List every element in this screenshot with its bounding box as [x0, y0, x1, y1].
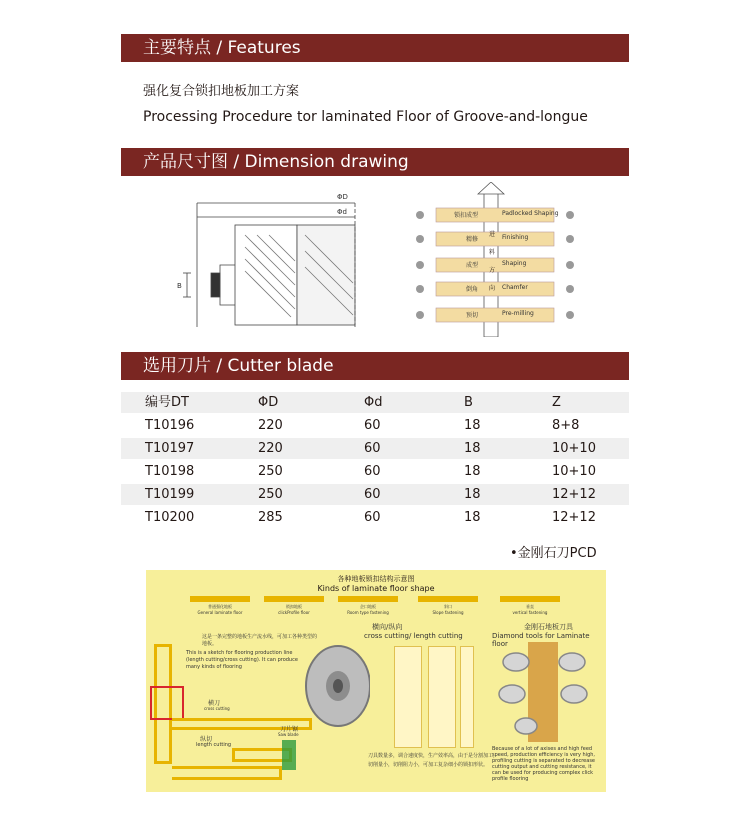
cell-d-inner: 60: [364, 418, 381, 433]
floor-type-1-cn: 普通强化地板: [208, 604, 232, 609]
table-header-row: [121, 392, 629, 413]
features-heading-bar: [121, 34, 629, 62]
cell-d-inner: 60: [364, 464, 381, 479]
flow-step-5-cn: 预切: [466, 312, 479, 319]
cell-dt: T10198: [145, 464, 195, 479]
floor-type-4-cn: 斜口: [444, 604, 452, 609]
cell-d-outer: 220: [258, 441, 283, 456]
saw-blade-label-cn: 刀片锯: [280, 726, 299, 733]
flow-arrow-char-3: 方: [488, 267, 495, 274]
flow-step-4-en: Chamfer: [502, 284, 528, 291]
cell-d-inner: 60: [364, 487, 381, 502]
floor-type-2-cn: 锁扣地板: [286, 604, 302, 609]
flow-arrow-char-4: 向: [488, 285, 495, 292]
col-header-z: Z: [552, 395, 561, 410]
floor-type-3-en: Room type fastening: [347, 610, 389, 615]
flow-step-1-cn: 锁扣成型: [454, 212, 479, 219]
right-title-en: Diamond tools for Laminate floor: [492, 632, 590, 648]
flow-step-3-en: Shaping: [502, 260, 527, 267]
flow-arrow-char-2: 料: [488, 249, 495, 256]
mid-title-cn: 横向/纵向: [372, 623, 403, 631]
floor-type-5-cn: 垂直: [526, 604, 534, 609]
table-row: [121, 415, 629, 436]
cell-d-outer: 220: [258, 418, 283, 433]
length-cut-label-cn: 纵切: [200, 736, 213, 743]
length-cut-label-en: length cutting: [196, 742, 232, 748]
col-header-d-inner: Φd: [364, 395, 383, 410]
floor-types-row: [190, 596, 570, 618]
flow-step-3-cn: 成型: [466, 262, 479, 269]
production-line-note-en: This is a sketch for flooring production line (length cutting/cross cutting). It can produce many kinds of flooring: [186, 650, 298, 670]
table-row: [121, 507, 629, 528]
cell-z: 10+10: [552, 441, 596, 456]
cell-d-outer: 250: [258, 487, 283, 502]
table-row: [121, 484, 629, 505]
flow-step-1-en: Padlocked Shaping: [502, 210, 559, 217]
cell-dt: T10197: [145, 441, 195, 456]
table-row: [121, 461, 629, 482]
col-header-dt: 编号DT: [145, 395, 189, 410]
cell-z: 12+12: [552, 510, 596, 525]
mid-note-cn: 刀具数量多，调合速度快，生产效率高，由于是分割加工，切削量小，切削阻力小，可加工复杂细小的锁扣形状。: [368, 753, 499, 768]
mid-cut-diagram: [394, 646, 474, 746]
cell-b: 18: [464, 487, 481, 502]
production-line-marker: [150, 686, 184, 720]
cell-d-inner: 60: [364, 510, 381, 525]
label-b: B: [177, 282, 182, 290]
cell-b: 18: [464, 510, 481, 525]
cell-b: 18: [464, 441, 481, 456]
label-d-inner: Φd: [337, 208, 347, 216]
floor-type-1-en: General laminate floor: [197, 610, 243, 615]
cell-z: 8+8: [552, 418, 580, 433]
production-line-note-cn: 这是一条完整的地板生产流水线，可加工各种类型的地板。: [202, 634, 318, 647]
cutter-heading: 选用刀片 / Cutter blade: [143, 356, 334, 376]
floor-type-5-en: vertical fastening: [512, 610, 548, 615]
dimension-drawing: [175, 185, 365, 335]
poster-title-cn: 各种地板锁扣结构示意图: [337, 575, 415, 583]
features-heading: 主要特点 / Features: [143, 38, 301, 58]
right-note-en: Because of a lot of axises and high feed speed, production efficiency is very high, profiling cutting is separated to decrease cutting output and cutting resistance, it can be used for producing complex click profile flooring: [492, 746, 596, 782]
features-title-cn: 强化复合锁扣地板加工方案: [143, 84, 300, 99]
flow-diagram: [410, 182, 580, 337]
cell-z: 10+10: [552, 464, 596, 479]
col-header-d-outer: ΦD: [258, 395, 279, 410]
label-d-outer: ΦD: [337, 193, 348, 201]
dimension-heading: 产品尺寸图 / Dimension drawing: [143, 152, 409, 172]
flow-arrow-char-1: 进: [488, 231, 495, 238]
cell-z: 12+12: [552, 487, 596, 502]
cell-d-outer: 285: [258, 510, 283, 525]
flow-step-2-en: Finishing: [502, 234, 529, 241]
floor-type-2-en: clickProfile floor: [278, 610, 310, 615]
cell-b: 18: [464, 418, 481, 433]
table-row: [121, 438, 629, 459]
dimension-heading-bar: [121, 148, 629, 176]
pcd-note: •金刚石刀PCD: [510, 546, 597, 561]
mid-title-en: cross cutting/ length cutting: [364, 632, 463, 640]
cutter-disc-icon: [300, 638, 370, 728]
cell-b: 18: [464, 464, 481, 479]
cutter-heading-bar: [121, 352, 629, 380]
saw-blade-label-en: Saw blade: [278, 732, 299, 737]
flow-step-4-cn: 倒角: [466, 286, 479, 293]
floor-type-4-en: Slope fastening: [432, 610, 464, 615]
cross-cut-label-en: cross cutting: [204, 706, 230, 711]
laminate-floor-poster: [146, 570, 606, 792]
features-title-en: Processing Procedure tor laminated Floor of Groove-and-longue: [143, 109, 588, 125]
flow-step-2-cn: 精修: [466, 236, 479, 243]
cell-dt: T10196: [145, 418, 195, 433]
cross-cut-label-cn: 横刀: [208, 700, 221, 707]
diamond-tools-icon: [496, 652, 592, 742]
right-title-cn: 金刚石地板刀具: [524, 623, 573, 631]
floor-type-3-cn: 企口地板: [360, 604, 376, 609]
cell-d-inner: 60: [364, 441, 381, 456]
cutter-table: [121, 392, 629, 532]
col-header-b: B: [464, 395, 473, 410]
flow-step-5-en: Pre-milling: [502, 310, 534, 317]
poster-title-en: Kinds of laminate floor shape: [317, 584, 435, 593]
cell-dt: T10200: [145, 510, 195, 525]
cell-d-outer: 250: [258, 464, 283, 479]
cell-dt: T10199: [145, 487, 195, 502]
